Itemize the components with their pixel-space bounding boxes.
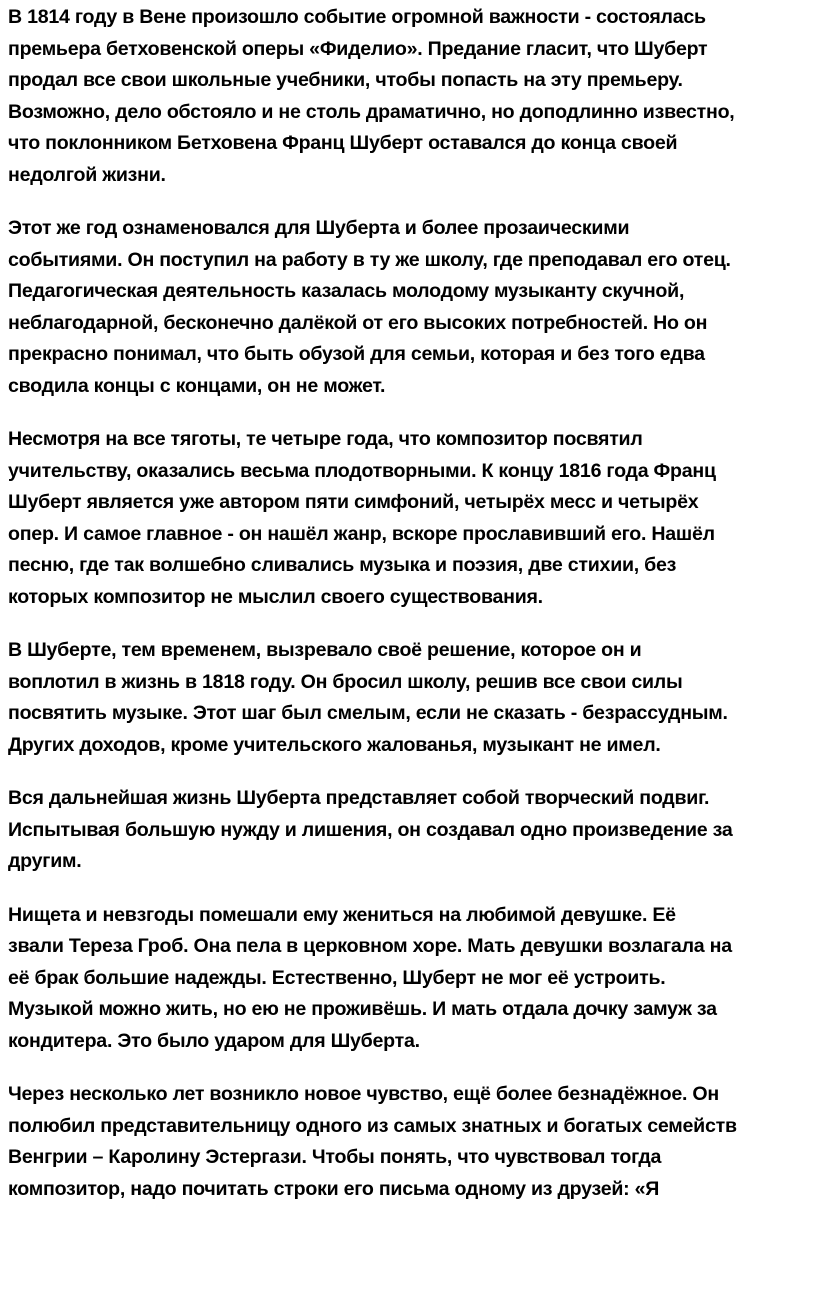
text-line: что поклонником Бетховена Франц Шуберт оставался до конца своей [8,132,678,154]
text-line: Через несколько лет возникло новое чувство, ещё более безнадёжное. Он [8,1083,719,1105]
text-line: композитор, надо почитать строки его письма одному из друзей: «Я [8,1177,660,1200]
text-line: песню, где так волшебно сливались музыка и поэзия, две стихии, без [8,554,677,576]
text-line: премьера бетховенской оперы «Фиделио». Предание гласит, что Шуберт [8,37,708,60]
text-line: звали Тереза Гроб. Она пела в церковном хоре. Мать девушки возлагала на [8,935,732,957]
text-line: сводила концы с концами, он не может. [8,374,386,397]
paragraph-5 [8,783,814,878]
text-line: событиями. Он поступил на работу в ту же школу, где преподавал его отец. [8,248,731,271]
paragraph-6 [8,900,814,1058]
text-line: Несмотря на все тяготы, те четыре года, что композитор посвятил [8,428,643,450]
text-line: продал все свои школьные учебники, чтобы попасть на эту премьеру. [8,69,683,91]
paragraph-2 [8,213,814,402]
text-line: В Шуберте, тем временем, вызревало своё решение, которое он и [8,639,642,661]
text-line: Нищета и невзгоды помешали ему жениться на любимой девушке. Её [8,903,676,926]
text-line: Венгрии – Каролину Эстергази. Чтобы понять, что чувствовал тогда [8,1146,662,1168]
text-line: недолгой жизни. [8,163,166,186]
paragraph-3 [8,424,814,613]
text-line: В 1814 году в Вене произошло событие огромной важности - состоялась [8,6,706,28]
text-line: другим. [8,850,82,872]
text-line: Испытывая большую нужду и лишения, он создавал одно произведение за [8,818,733,841]
text-line: прекрасно понимал, что быть обузой для семьи, которая и без того едва [8,343,705,365]
text-line: опер. И самое главное - он нашёл жанр, вскоре прославивший его. Нашёл [8,522,715,545]
text-line: посвятить музыке. Этот шаг был смелым, если не сказать - безрассудным. [8,702,728,724]
text-line: Вся дальнейшая жизнь Шуберта представляет собой творческий подвиг. [8,787,710,809]
text-line: Других доходов, кроме учительского жалованья, музыкант не имел. [8,733,661,756]
paragraph-1 [8,2,814,191]
text-line: которых композитор не мыслил своего существования. [8,585,543,608]
text-line: Этот же год ознаменовался для Шуберта и более прозаическими [8,217,630,239]
text-line: её брак большие надежды. Естественно, Шуберт не мог её устроить. [8,966,666,989]
text-line: Шуберт является уже автором пяти симфоний, четырёх месс и четырёх [8,491,699,513]
text-line: кондитера. Это было ударом для Шуберта. [8,1029,420,1052]
text-line: неблагодарной, бесконечно далёкой от его высоких потребностей. Но он [8,311,708,334]
text-line: Возможно, дело обстояло и не столь драматично, но доподлинно известно, [8,100,735,123]
document-body [8,2,814,1227]
text-line: полюбил представительницу одного из самых знатных и богатых семейств [8,1114,737,1137]
text-line: воплотил в жизнь в 1818 году. Он бросил школу, решив все свои силы [8,670,683,693]
paragraph-7 [8,1079,814,1205]
text-line: Педагогическая деятельность казалась молодому музыканту скучной, [8,280,685,302]
text-line: учительству, оказались весьма плодотворными. К концу 1816 года Франц [8,459,716,482]
text-line: Музыкой можно жить, но ею не проживёшь. И мать отдала дочку замуж за [8,998,717,1020]
paragraph-4 [8,635,814,761]
